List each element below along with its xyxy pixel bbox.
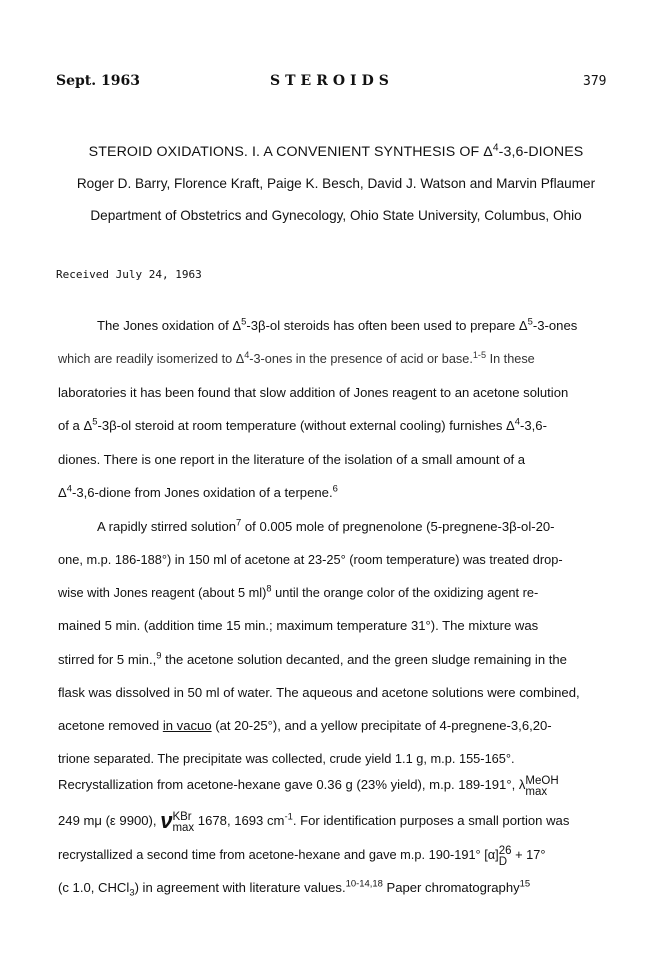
body-line: of a $\Delta^5-3\beta-ol$ steroid at room temperature (without external cooling) furnishes $\Delta^4-3,6-$ bbox=[58, 415, 547, 433]
body-line: acetone removed in vacuo (at 20-25°), and a yellow precipitate of 4-pregnene-3,6,20- bbox=[58, 718, 552, 733]
body-line: 249 mμ (ε 9900), ν KBr max 1678, 1693 $cm^{-1}$. For identification purposes a small portion was bbox=[58, 808, 570, 834]
body-line: trione separated. The precipitate was collected, crude yield 1.1 g, m.p. 155-165°. bbox=[58, 751, 515, 766]
body-line: (c 1.0, CHCl$_3$) in agreement with literature values.$^{10-14,18}$ Paper chromatography$^{15}$ bbox=[58, 877, 531, 898]
body-line: recrystallized a second time from acetone-hexane and gave m.p. 190-191° [α] 26 D + 17° bbox=[58, 845, 546, 868]
body-line: stirred for 5 min.,$^9$ the acetone solution decanted, and the green sludge remaining in the bbox=[58, 649, 567, 667]
lambda-max-subscript: MeOH max bbox=[525, 775, 559, 798]
body-line: laboratories it has been found that slow addition of Jones reagent to an acetone solution bbox=[58, 385, 569, 400]
body-line: diones. There is one report in the literature of the isolation of a small amount of a bbox=[58, 452, 526, 467]
header-journal: STEROIDS bbox=[270, 73, 394, 89]
nu-symbol: ν bbox=[160, 808, 173, 833]
in-vacuo-underlined: in vacuo bbox=[162, 718, 212, 733]
header-date: Sept. 1963 bbox=[56, 73, 140, 89]
author-list: Roger D. Barry, Florence Kraft, Paige K. Besch, David J. Watson and Marvin Pflaumer bbox=[76, 176, 596, 191]
nu-max-subscript: KBr max bbox=[172, 811, 195, 834]
optical-rotation-subscript: 26 D bbox=[498, 845, 512, 868]
body-line: A rapidly stirred solution$^7$ of 0.005 mole of pregnenolone (5-pregnene-3β-ol-20- bbox=[97, 516, 555, 534]
article-title: STEROID OXIDATIONS. I. A CONVENIENT SYNTHESIS OF $\Delta^4-3,6$-DIONES bbox=[88, 142, 584, 160]
header-page-number: 379 bbox=[583, 74, 607, 89]
affiliation: Department of Obstetrics and Gynecology, Ohio State University, Columbus, Ohio bbox=[90, 208, 582, 223]
body-line: mained 5 min. (addition time 15 min.; maximum temperature 31°). The mixture was bbox=[58, 618, 539, 633]
body-line: which are readily isomerized to $\Delta^4-3$-ones in the presence of acid or base.$^{1-5}$ In these bbox=[58, 349, 535, 366]
body-line: Recrystallization from acetone-hexane gave 0.36 g (23% yield), m.p. 189-191°, λ MeOH max bbox=[58, 775, 559, 798]
body-line: $\Delta^4-3,6$-dione from Jones oxidation of a terpene.$^6$ bbox=[58, 482, 338, 500]
body-line: flask was dissolved in 50 ml of water. The aqueous and acetone solutions were combined, bbox=[58, 685, 580, 700]
received-date: Received July 24, 1963 bbox=[56, 268, 202, 281]
body-line: The Jones oxidation of $\Delta^5-3\beta-ol$ steroids has often been used to prepare $\Delta^5-3$-ones bbox=[97, 315, 578, 333]
body-line: one, m.p. 186-188°) in 150 ml of acetone at 23-25° (room temperature) was treated drop- bbox=[58, 552, 563, 567]
body-line: wise with Jones reagent (about 5 ml)$^8$ until the orange color of the oxidizing agent re- bbox=[58, 583, 539, 600]
